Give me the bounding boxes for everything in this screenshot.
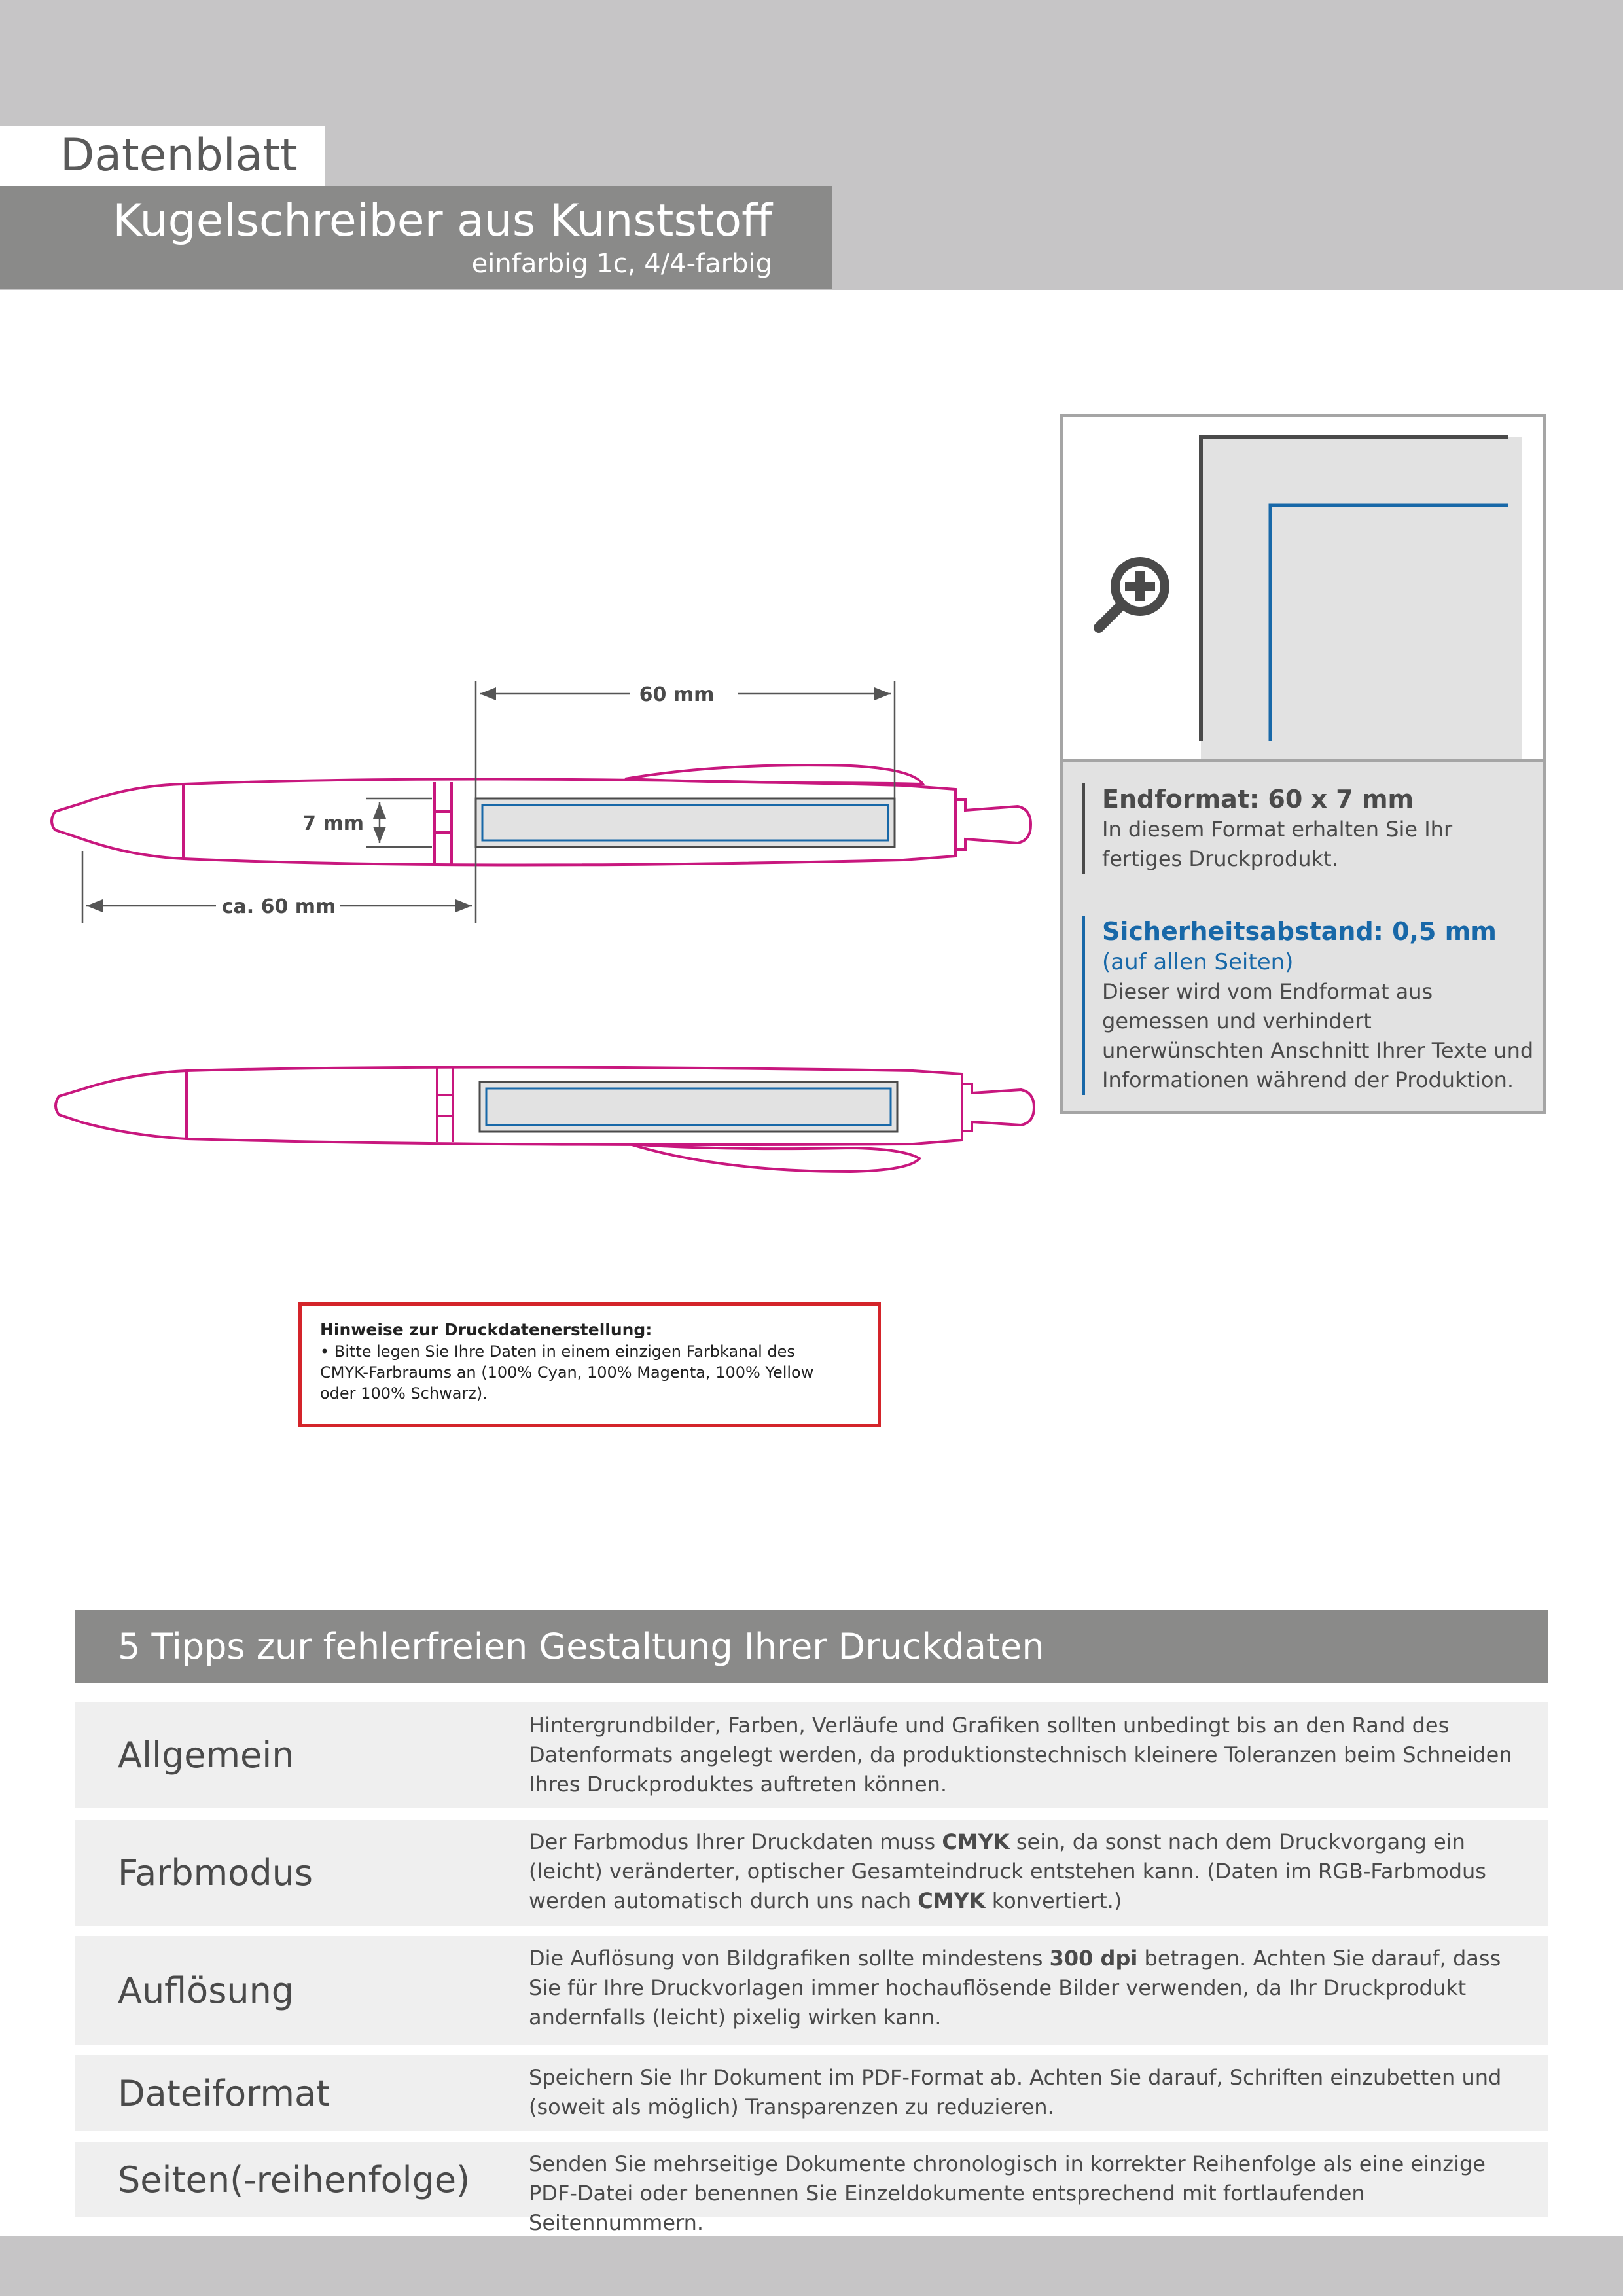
tips-title: 5 Tipps zur fehlerfreien Gestaltung Ihrer Druckdaten (118, 1626, 1044, 1667)
format-info-panel (1060, 414, 1546, 1114)
safety-margin-info (1082, 916, 1534, 1095)
tip-row-dateiformat (75, 2055, 1548, 2131)
dimension-offset-label: ca. 60 mm (221, 895, 336, 918)
zoom-in-icon[interactable] (1090, 548, 1181, 639)
dimension-height-label: 7 mm (302, 812, 364, 835)
datasheet-label: Datenblatt (60, 130, 298, 181)
tip-text: Hintergrundbilder, Farben, Verläufe und Grafiken sollten unbedingt bis an den Rand des Datenformats angelegt werden, da produktionstechnisch kleinere Toleranzen beim Schneiden Ihres Druckproduktes auftreten können. (529, 1713, 1512, 1797)
print-area-back (480, 1082, 897, 1132)
tip-label: Allgemein (118, 1734, 294, 1776)
tip-row-aufloesung (75, 1936, 1548, 2045)
tip-label: Auflösung (118, 1969, 294, 2011)
tips-header (75, 1610, 1548, 1683)
tip-text: Der Farbmodus Ihrer Druckdaten muss CMYK sein, da sonst nach dem Druckvorgang ein (leicht) veränderter, optischer Gesamteindruck entstehen kann. (Daten im RGB-Farbmodus werden automatisch durch uns nach CMYK konvertiert.) (529, 1829, 1486, 1913)
endformat-info (1082, 783, 1534, 874)
safety-text: Dieser wird vom Endformat aus gemessen und verhindert unerwünschten Anschnitt Ihrer Texte und Informationen während der Produktion. (1102, 979, 1534, 1092)
tip-text: Die Auflösung von Bildgrafiken sollte mindestens 300 dpi betragen. Achten Sie darauf, dass Sie für Ihre Druckvorlagen immer hochauflösende Bilder verwenden, da Ihr Druckprodukt andernfalls (leicht) pixelig wirken kann. (529, 1946, 1501, 2030)
tip-label: Farbmodus (118, 1852, 313, 1893)
hint-title: Hinweise zur Druckdatenerstellung: (320, 1320, 652, 1339)
safety-subtitle: (auf allen Seiten) (1102, 949, 1294, 975)
endformat-text: In diesem Format erhalten Sie Ihr fertiges Druckprodukt. (1102, 817, 1453, 871)
print-area-front (476, 798, 895, 847)
safety-title: Sicherheitsabstand: 0,5 mm (1102, 917, 1497, 946)
tip-text: Senden Sie mehrseitige Dokumente chronologisch in korrekter Reihenfolge als eine einzige PDF-Datei oder benennen Sie Einzeldokumente entsprechend mit fortlaufenden Seitennummern. (529, 2151, 1486, 2235)
tip-label: Seiten(-reihenfolge) (118, 2159, 471, 2200)
tip-row-farbmodus (75, 1820, 1548, 1926)
hint-text: • Bitte legen Sie Ihre Daten in einem einzigen Farbkanal des CMYK-Farbraums an (100% Cyan, 100% Magenta, 100% Yellow oder 100% Schwarz). (320, 1342, 814, 1403)
tip-row-allgemein (75, 1702, 1548, 1808)
dimension-width-label: 60 mm (639, 683, 715, 706)
page-subtitle: einfarbig 1c, 4/4-farbig (471, 249, 772, 279)
tip-label: Dateiformat (118, 2072, 330, 2114)
page-title: Kugelschreiber aus Kunststoff (113, 195, 772, 247)
print-hint-box (298, 1302, 881, 1427)
zoom-detail (1063, 417, 1543, 762)
footer-band (0, 2236, 1623, 2296)
tip-text: Speichern Sie Ihr Dokument im PDF-Format ab. Achten Sie darauf, Schriften einzubetten und (soweit als möglich) Transparenzen zu reduzieren. (529, 2065, 1502, 2119)
tip-row-seiten (75, 2142, 1548, 2235)
endformat-title: Endformat: 60 x 7 mm (1102, 785, 1414, 814)
